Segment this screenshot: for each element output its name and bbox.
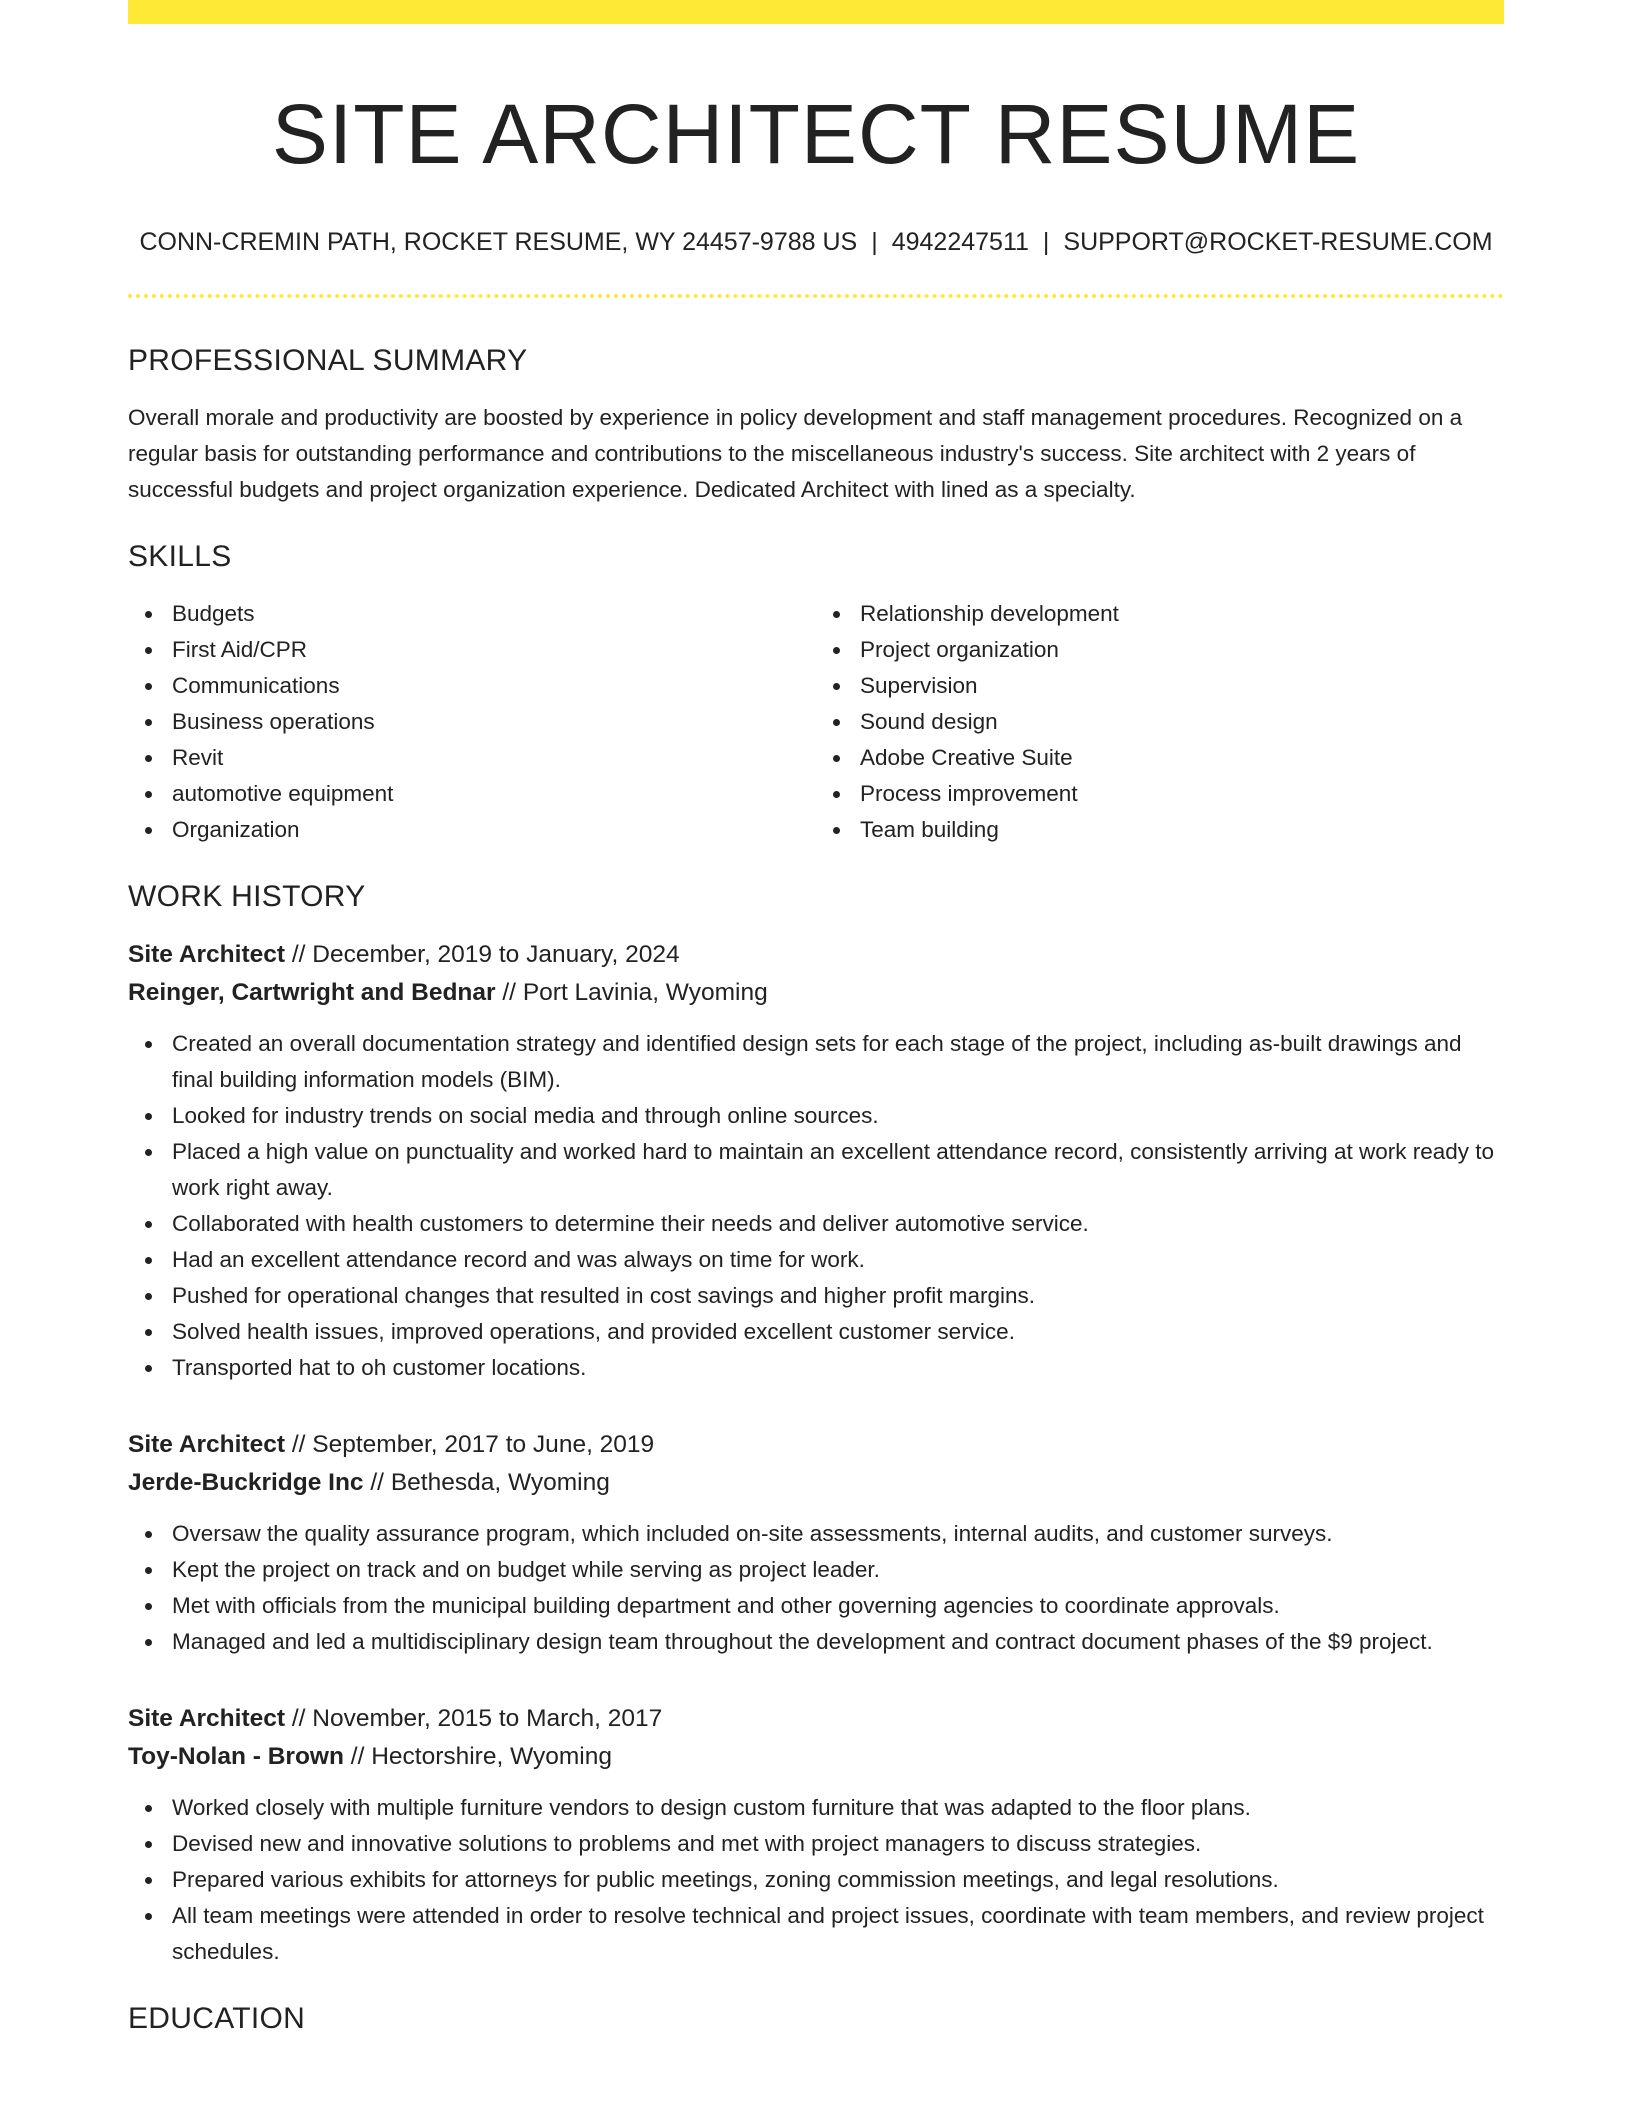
job-company-line (128, 1738, 1504, 1776)
contact-separator: | (1042, 228, 1050, 256)
summary-text: Overall morale and productivity are boosted by experience in policy development and staff management procedures. Recognized on a regular basis for outstanding performance and contributions to the miscellaneous industry's success. Site architect with 2 years of successful budgets and project organization experience. Dedicated Architect with lined as a specialty. (128, 405, 1463, 502)
dotted-divider (128, 294, 1504, 298)
job-bullet: Solved health issues, improved operations, and provided excellent customer service. (128, 1314, 1504, 1350)
job-entry (128, 1426, 1504, 1660)
summary-heading: PROFESSIONAL SUMMARY (128, 344, 528, 377)
job-dates: November, 2015 to March, 2017 (312, 1705, 663, 1732)
job-title: Site Architect (128, 1431, 286, 1458)
skill-item: Process improvement (816, 776, 1504, 812)
skill-item: Organization (128, 812, 816, 848)
contact-phone: 4942247511 (891, 228, 1029, 256)
job-company: Toy-Nolan - Brown (128, 1743, 344, 1770)
work-history-heading: WORK HISTORY (128, 880, 366, 913)
accent-bar (128, 0, 1504, 24)
job-title: Site Architect (128, 1705, 286, 1732)
skill-item: Relationship development (816, 596, 1504, 632)
job-bullet: All team meetings were attended in order to resolve technical and project issues, coordinate with team members, and review project schedules. (128, 1898, 1504, 1970)
job-bullet: Devised new and innovative solutions to problems and met with project managers to discuss strategies. (128, 1826, 1504, 1862)
job-company-line (128, 974, 1504, 1012)
job-bullets (128, 1790, 1504, 1970)
job-bullet: Kept the project on track and on budget while serving as project leader. (128, 1552, 1504, 1588)
job-bullet: Met with officials from the municipal building department and other governing agencies to coordinate approvals. (128, 1588, 1504, 1624)
job-bullet: Created an overall documentation strategy and identified design sets for each stage of the project, including as-built drawings and final building information models (BIM). (128, 1026, 1504, 1098)
job-bullet: Had an excellent attendance record and was always on time for work. (128, 1242, 1504, 1278)
job-title-line (128, 1700, 1504, 1738)
delimiter: // (370, 1469, 384, 1496)
delimiter: // (502, 979, 516, 1006)
job-bullet: Looked for industry trends on social media and through online sources. (128, 1098, 1504, 1134)
job-bullet: Transported hat to oh customer locations. (128, 1350, 1504, 1386)
job-bullet: Worked closely with multiple furniture vendors to design custom furniture that was adapted to the floor plans. (128, 1790, 1504, 1826)
job-entry (128, 1700, 1504, 1970)
job-company: Reinger, Cartwright and Bednar (128, 979, 496, 1006)
job-location: Port Lavinia, Wyoming (522, 979, 768, 1006)
delimiter: // (350, 1743, 365, 1770)
job-title-line (128, 936, 1504, 974)
job-bullets (128, 1026, 1504, 1386)
skill-item: Communications (128, 668, 816, 704)
delimiter: // (291, 1431, 306, 1458)
job-dates: December, 2019 to January, 2024 (312, 941, 680, 968)
skill-item: First Aid/CPR (128, 632, 816, 668)
delimiter: // (291, 1705, 306, 1732)
job-title-line (128, 1426, 1504, 1464)
skill-item: Supervision (816, 668, 1504, 704)
job-bullet: Placed a high value on punctuality and worked hard to maintain an excellent attendance record, consistently arriving at work ready to work right away. (128, 1134, 1504, 1206)
skill-item: Business operations (128, 704, 816, 740)
skills-heading: SKILLS (128, 540, 232, 573)
job-bullet: Collaborated with health customers to determine their needs and deliver automotive service. (128, 1206, 1504, 1242)
job-title: Site Architect (128, 941, 286, 968)
skill-item: Sound design (816, 704, 1504, 740)
job-dates: September, 2017 to June, 2019 (312, 1431, 655, 1458)
contact-line (128, 226, 1504, 258)
job-bullet: Prepared various exhibits for attorneys for public meetings, zoning commission meetings, and legal resolutions. (128, 1862, 1504, 1898)
skill-item: Team building (816, 812, 1504, 848)
job-location: Bethesda, Wyoming (390, 1469, 610, 1496)
contact-address: CONN-CREMIN PATH, ROCKET RESUME, WY 24457-9788 US (139, 228, 858, 256)
delimiter: // (291, 941, 306, 968)
skills-column-left (128, 596, 816, 848)
resume-page (128, 0, 1504, 2112)
job-entry (128, 936, 1504, 1386)
education-heading: EDUCATION (128, 2002, 306, 2035)
job-bullet: Oversaw the quality assurance program, which included on-site assessments, internal audits, and customer surveys. (128, 1516, 1504, 1552)
skill-item: Revit (128, 740, 816, 776)
skills-column-right (816, 596, 1504, 848)
job-bullets (128, 1516, 1504, 1660)
skill-item: automotive equipment (128, 776, 816, 812)
job-company: Jerde-Buckridge Inc (128, 1469, 364, 1496)
skill-item: Adobe Creative Suite (816, 740, 1504, 776)
contact-separator: | (871, 228, 878, 256)
contact-email: SUPPORT@ROCKET-RESUME.COM (1063, 228, 1493, 256)
job-company-line (128, 1464, 1504, 1502)
skills-list (128, 596, 1504, 848)
skill-item: Budgets (128, 596, 816, 632)
skill-item: Project organization (816, 632, 1504, 668)
resume-title: SITE ARCHITECT RESUME (271, 87, 1361, 181)
job-bullet: Managed and led a multidisciplinary design team throughout the development and contract document phases of the $9 project. (128, 1624, 1504, 1660)
job-bullet: Pushed for operational changes that resulted in cost savings and higher profit margins. (128, 1278, 1504, 1314)
job-location: Hectorshire, Wyoming (371, 1743, 612, 1770)
